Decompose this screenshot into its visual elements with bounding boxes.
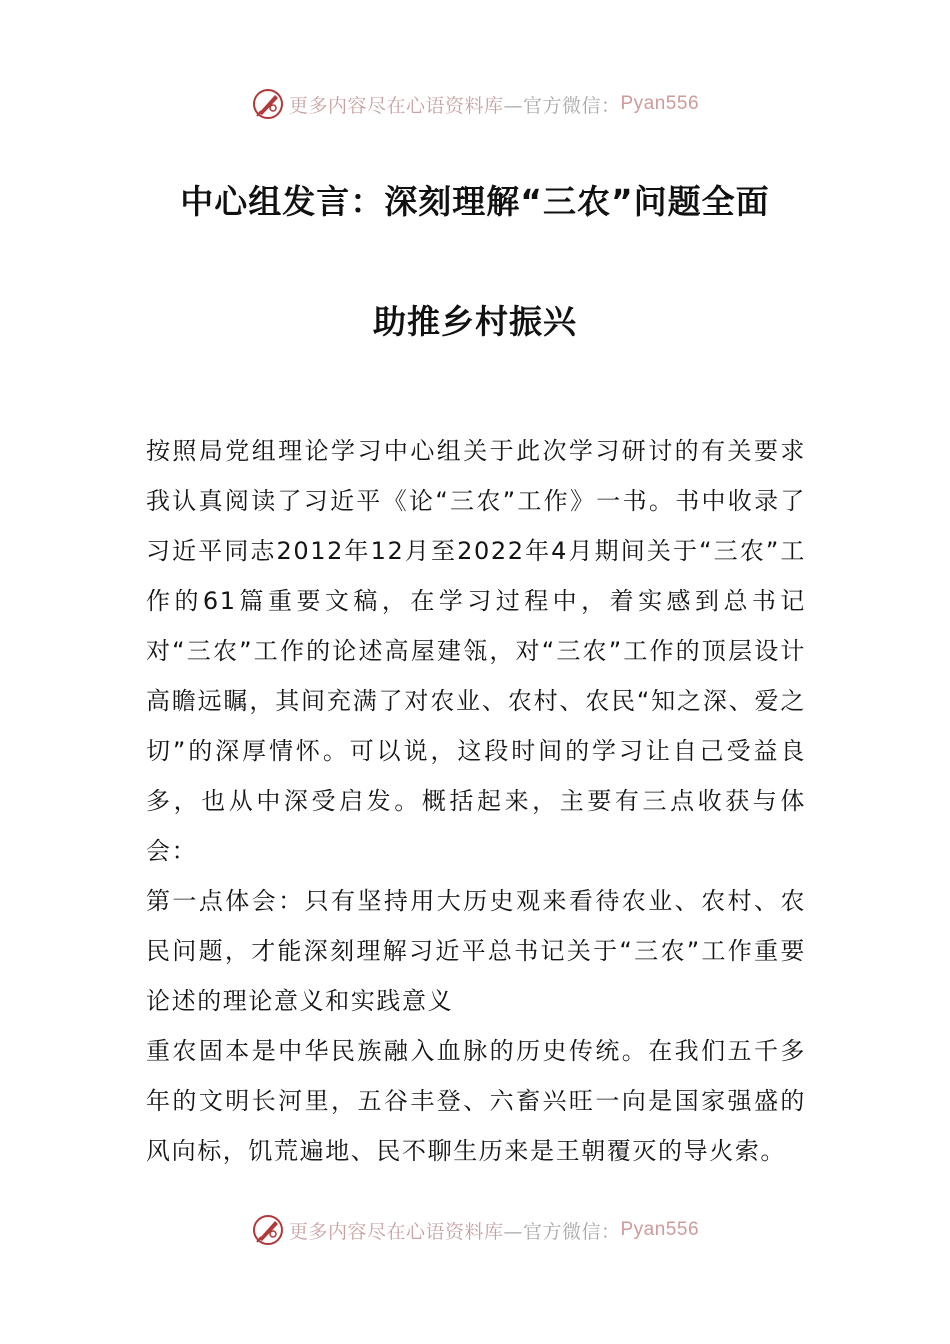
document-title-line-1: 中心组发言：深刻理解“三农”问题全面 [180, 182, 770, 221]
watermark-wechat-label: —官方微信： [503, 94, 621, 117]
watermark-footer [0, 1212, 950, 1248]
document-title-line-2: 助推乡村振兴 [373, 302, 577, 341]
watermark-wechat-handle: Pyan556 [620, 93, 700, 114]
watermark-wechat-handle: Pyan556 [620, 1219, 700, 1240]
quill-logo-icon [251, 1213, 285, 1247]
watermark-wechat-label: —官方微信： [503, 1220, 621, 1243]
document-body [146, 426, 806, 1176]
watermark-library-text: 更多内容尽在心语资料库 [288, 94, 504, 117]
body-paragraph-history: 重农固本是中华民族融入血脉的历史传统。在我们五千多年的文明长河里，五谷丰登、六畜兴旺一向是国家强盛的风向标，饥荒遍地、民不聊生历来是王朝覆灭的导火索。 [146, 1037, 806, 1165]
body-paragraph-intro: 按照局党组理论学习中心组关于此次学习研讨的有关要求我认真阅读了习近平《论“三农”工作》一书。书中收录了习近平同志2012年12月至2022年4月期间关于“三农”工作的61篇重要文稿，在学习过程中，着实感到总书记对“三农”工作的论述高屋建瓴，对“三农”工作的顶层设计高瞻远瞩，其间充满了对农业、农村、农民“知之深、爱之切”的深厚情怀。可以说，这段时间的学习让自己受益良多，也从中深受启发。概括起来，主要有三点收获与体会： [146, 437, 806, 865]
watermark-header [0, 86, 950, 122]
watermark-library-text: 更多内容尽在心语资料库 [288, 1220, 504, 1243]
quill-logo-icon [251, 87, 285, 121]
body-paragraph-point-one-heading: 第一点体会：只有坚持用大历史观来看待农业、农村、农民问题，才能深刻理解习近平总书记关于“三农”工作重要论述的理论意义和实践意义 [146, 887, 806, 1015]
